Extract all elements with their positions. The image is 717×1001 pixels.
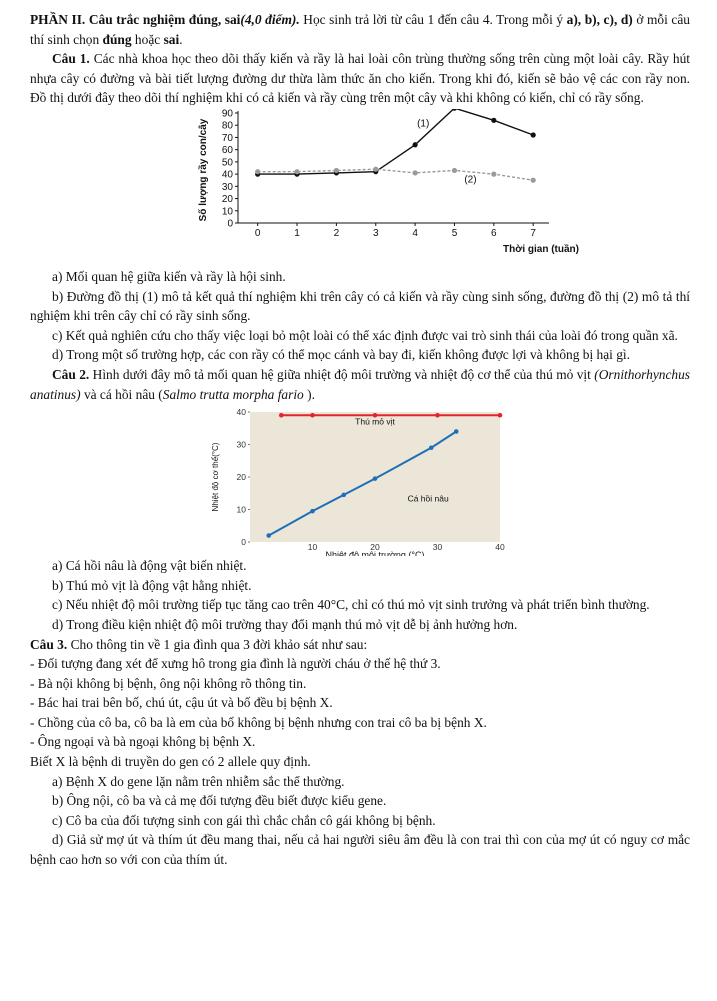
question-3-option-b: b) Ông nội, cô ba và cả mẹ đối tượng đều biết được kiểu gene. bbox=[52, 793, 387, 809]
series-2-point bbox=[373, 167, 378, 172]
question-label: Câu 1. bbox=[52, 51, 90, 67]
instruction-options: a), b), c), d) bbox=[566, 12, 633, 27]
y-tick-label: 40 bbox=[221, 169, 233, 181]
y-tick-label: 20 bbox=[221, 194, 233, 206]
question-text: và cá hồi nâu ( bbox=[80, 386, 163, 402]
platypus-label: Thú mỏ vịt bbox=[355, 416, 395, 427]
x-tick-label: 10 bbox=[307, 542, 318, 553]
series-2-point bbox=[452, 168, 457, 173]
instruction-text: . bbox=[179, 31, 183, 47]
x-tick-label: 20 bbox=[370, 542, 380, 553]
section-intro bbox=[30, 10, 690, 49]
question-1-stem bbox=[30, 49, 690, 108]
question-3-info-5: - Ông ngoại và bà ngoại không bị bệnh X. bbox=[30, 734, 256, 750]
figure-temperature-chart bbox=[30, 406, 690, 556]
series-2-point bbox=[266, 533, 271, 538]
y-axis-title: Số lượng rầy con/cây bbox=[198, 118, 209, 222]
question-3-info-3: - Bác hai trai bên bố, chú út, cậu út và bố đều bị bệnh X. bbox=[30, 695, 333, 711]
trout-label: Cá hồi nâu bbox=[407, 493, 449, 504]
x-tick-label: 7 bbox=[530, 227, 536, 239]
series-2-point bbox=[310, 509, 315, 514]
series-2-point bbox=[531, 178, 536, 183]
y-tick-label: 30 bbox=[236, 439, 246, 450]
species-name: Salmo trutta morpha fario bbox=[162, 386, 304, 402]
question-label: Câu 3. bbox=[30, 636, 68, 652]
x-tick-label: 40 bbox=[495, 542, 505, 553]
x-tick-label: 3 bbox=[372, 227, 379, 239]
y-tick-label: 70 bbox=[221, 132, 233, 144]
series-2-point bbox=[454, 429, 459, 434]
instruction-text: Học sinh trả lời từ câu 1 đến câu 4. Trong mỗi ý bbox=[299, 12, 567, 27]
series-2-point bbox=[341, 493, 346, 498]
question-3-info-6: Biết X là bệnh di truyền do gen có 2 allele quy định. bbox=[30, 754, 311, 770]
x-tick-label: 6 bbox=[491, 227, 497, 239]
series-2-point bbox=[334, 168, 339, 173]
x-tick-label: 30 bbox=[432, 542, 443, 553]
question-1-option-c: c) Kết quả nghiên cứu cho thấy việc loại bỏ một loài có thể xác định được vai trò sinh thái của loài đó trong quần xã. bbox=[52, 327, 678, 343]
question-1-option-a: a) Mối quan hệ giữa kiến và rầy là hội sinh. bbox=[52, 268, 286, 284]
x-tick-label: 2 bbox=[333, 227, 340, 239]
series-1-label: (1) bbox=[417, 118, 430, 130]
x-tick-label: 0 bbox=[254, 227, 261, 239]
instruction-true: đúng bbox=[102, 31, 132, 47]
question-text: Hình dưới đây mô tả mối quan hệ giữa nhiệt độ môi trường và nhiệt độ cơ thể của thú mỏ vịt bbox=[89, 366, 595, 382]
question-3-option-a: a) Bệnh X do gene lặn nằm trên nhiễm sắc thể thường. bbox=[52, 773, 345, 789]
aphid-population-chart bbox=[30, 109, 690, 267]
question-text: Cho thông tin về 1 gia đình qua 3 đời khảo sát như sau: bbox=[67, 636, 368, 652]
y-tick-label: 40 bbox=[236, 407, 246, 418]
x-tick-label: 1 bbox=[294, 227, 300, 239]
series-1-point bbox=[498, 413, 503, 418]
question-3-stem bbox=[30, 635, 690, 655]
x-axis-title: Thời gian (tuần) bbox=[503, 243, 579, 255]
question-3-option-c: c) Cô ba của đối tượng sinh con gái thì chắc chắn cô gái không bị bệnh. bbox=[52, 812, 436, 828]
question-text: ). bbox=[303, 386, 315, 402]
y-tick-label: 0 bbox=[227, 218, 233, 230]
series-2-point bbox=[429, 446, 434, 451]
instruction-false: sai bbox=[163, 31, 180, 47]
section-title: PHẦN II. Câu trắc nghiệm đúng, sai bbox=[30, 12, 241, 27]
x-tick-label: 4 bbox=[412, 227, 418, 239]
question-3-option-d: d) Giả sử mợ út và thím út đều mang thai, nếu cả hai người siêu âm đều là con trai thì con của mợ út có nguy cơ mắc bệnh cao hơn so với con của thím út. bbox=[30, 832, 690, 868]
series-1-point bbox=[279, 413, 284, 418]
question-2-option-c: c) Nếu nhiệt độ môi trường tiếp tục tăng cao trên 40°C, chỉ có thú mỏ vịt sinh trưởng và phát triển bình thường. bbox=[52, 597, 650, 613]
x-axis-title: Nhiệt độ môi trường (°C) bbox=[325, 550, 425, 557]
series-2-point bbox=[255, 169, 260, 174]
question-label: Câu 2. bbox=[52, 366, 90, 382]
document-page bbox=[30, 10, 690, 870]
y-tick-label: 10 bbox=[221, 206, 233, 218]
question-1-option-b: b) Đường đồ thị (1) mô tả kết quả thí nghiệm khi trên cây có cả kiến và rầy cùng sinh sống, đường đồ thị (2) mô tả thí nghiệm khi trên cây chỉ có rầy sinh sống. bbox=[30, 288, 690, 324]
question-3-info-4: - Chồng của cô ba, cô ba là em của bố không bị bệnh nhưng con trai cô ba bị bệnh X. bbox=[30, 714, 487, 730]
body-temperature-chart bbox=[30, 406, 690, 556]
y-tick-label: 60 bbox=[221, 145, 233, 157]
question-1-option-d: d) Trong một số trường hợp, các con rầy có thể mọc cánh và bay đi, kiến không được lợi và không bị hại gì. bbox=[52, 347, 630, 363]
y-tick-label: 90 bbox=[221, 108, 233, 120]
series-1-point bbox=[413, 142, 418, 147]
species-name: (Ornithorhynchus anatinus) bbox=[30, 366, 690, 402]
series-1-point bbox=[531, 132, 536, 137]
series-2-point bbox=[491, 171, 496, 176]
y-tick-label: 50 bbox=[221, 157, 233, 169]
y-tick-label: 10 bbox=[236, 504, 246, 515]
instruction-text: hoặc bbox=[131, 31, 164, 47]
x-tick-label: 5 bbox=[451, 227, 458, 239]
y-tick-label: 80 bbox=[221, 120, 233, 132]
series-2-label: (2) bbox=[464, 174, 477, 186]
question-2-option-b: b) Thú mỏ vịt là động vật hằng nhiệt. bbox=[52, 577, 252, 593]
question-3-info-1: - Đối tượng đang xét để xưng hô trong gia đình là người cháu ở thế hệ thứ 3. bbox=[30, 656, 441, 672]
y-tick-label: 20 bbox=[236, 472, 246, 483]
question-2-option-d: d) Trong điều kiện nhiệt độ môi trường thay đổi mạnh thú mỏ vịt dễ bị ảnh hưởng hơn. bbox=[52, 616, 518, 632]
question-3-info-2: - Bà nội không bị bệnh, ông nội không rõ thông tin. bbox=[30, 675, 307, 691]
figure-aphid-chart bbox=[30, 109, 690, 267]
question-2-stem bbox=[30, 365, 690, 404]
y-tick-label: 0 bbox=[241, 537, 246, 548]
y-axis-title: Nhiệt độ cơ thể(°C) bbox=[211, 442, 220, 512]
section-points: (4,0 điểm). bbox=[240, 12, 300, 27]
series-1-point bbox=[435, 413, 440, 418]
instruction-text: ở mỗi câu thí sinh chọn bbox=[30, 12, 690, 47]
series-1-point bbox=[310, 413, 315, 418]
y-tick-label: 30 bbox=[221, 181, 233, 193]
series-2-point bbox=[413, 170, 418, 175]
question-text: Các nhà khoa học theo dõi thấy kiến và rầy là hai loài côn trùng thường sống trên cùng một loài cây. Rầy hút nhựa cây có đường và bài tiết lượng đường dư thừa làm thức ăn cho kiến. Trong khi đó, kiến sẽ bảo vệ các con rầy non. Đồ thị dưới đây theo dõi thí nghiệm khi có cả kiến và rầy cùng trên một cây và khi không có kiến, chỉ có rầy sống. bbox=[30, 51, 690, 106]
series-1-point bbox=[491, 118, 496, 123]
question-2-option-a: a) Cá hồi nâu là động vật biến nhiệt. bbox=[52, 558, 247, 574]
series-2-point bbox=[294, 169, 299, 174]
series-2-point bbox=[373, 476, 378, 481]
